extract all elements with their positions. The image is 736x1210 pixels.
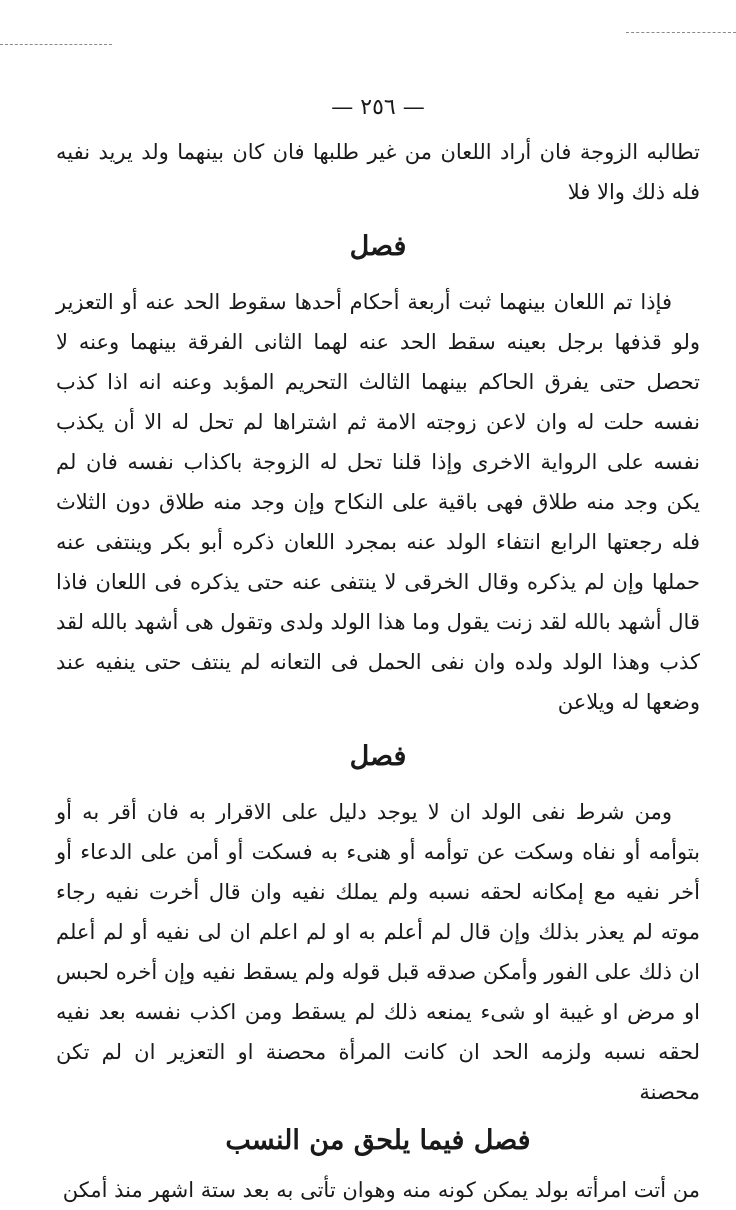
paragraph-lian-rulings: فإذا تم اللعان بينهما ثبت أربعة أحكام أحدها سقوط الحد عنه أو التعزير ولو قذفها برجل بعينه سقط الحد عنه لهما الثانى الفرقة بينهما وعنه لا تحصل حتى يفرق الحاكم بينهما الثالث التحريم المؤبد وعنه انه اذا كذب نفسه حلت له وان لاعن زوجته الامة ثم اشتراها لم تحل له الا أن يكذب نفسه على الرواية الاخرى وإذا قلنا تحل له الزوجة باكذاب نفسه فان لم يكن وجد منه طلاق فهى باقية على النكاح وإن وجد منه طلاق دون الثلاث فله رجعتها الرابع انتفاء الولد عنه بمجرد اللعان ذكره أبو بكر وينتفى عنه حملها وإن لم يذكره وقال الخرقى لا ينتفى عنه حتى يذكره فى اللعان فاذا قال أشهد بالله لقد زنت يقول وما هذا الولد ولدى وتقول هى أشهد بالله لقد كذب وهذا الولد ولده وان نفى الحمل فى التعانه لم ينتف حتى ينفيه عند وضعها له ويلاعن (56, 290, 700, 714)
page-number: — ٢٥٦ — (331, 95, 425, 120)
book-page (56, 84, 700, 1210)
section-heading: فصل (349, 741, 407, 772)
paragraph-continuation: تطالبه الزوجة فان أراد اللعان من غير طلبها فان كان بينهما ولد يريد نفيه فله ذلك والا فلا (56, 140, 700, 204)
scan-edge-line-right (626, 32, 736, 33)
paragraph-lineage-start: من أتت امرأته بولد يمكن كونه منه وهوان تأتى به بعد ستة اشهر منذ أمكن (62, 1178, 700, 1202)
paragraph-denial-conditions: ومن شرط نفى الولد ان لا يوجد دليل على الاقرار به فان أقر به أو بتوأمه أو نفاه وسكت عن توأمه أو هنىء به فسكت أو أمن على الدعاء أو أخر نفيه مع إمكانه لحقه نسبه ولم يملك نفيه وان قال أخرت نفيه رجاء موته لم يعذر بذلك وإن قال لم أعلم به او لم اعلم ان لى نفيه أو لم أعلم ان ذلك على الفور وأمكن صدقه قبل قوله ولم يسقط نفيه وإن أخره لحبس او مرض او غيبة او شىء يمنعه ذلك لم يسقط ومن اكذب نفسه بعد نفيه لحقه نسبه ولزمه الحد ان كانت المرأة محصنة او التعزير ان لم تكن محصنة (56, 800, 700, 1104)
section-heading-lineage: فصل فيما يلحق من النسب (225, 1125, 531, 1156)
section-heading: فصل (349, 231, 407, 262)
scan-edge-line-left (0, 44, 112, 45)
